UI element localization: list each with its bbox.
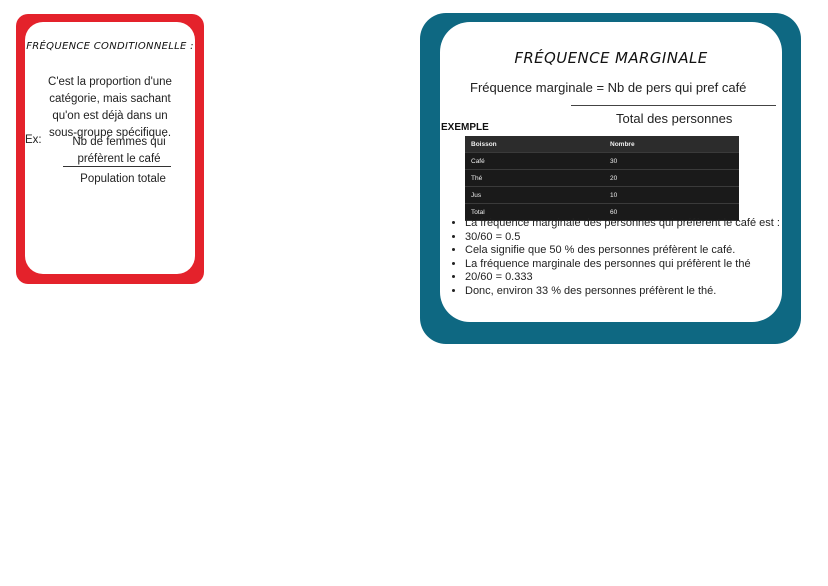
table-row <box>465 170 739 187</box>
table-cell: 60 <box>604 204 739 221</box>
list-item: • La fréquence marginale des personnes qui préfèrent le thé <box>465 258 795 272</box>
list-item: • Donc, environ 33 % des personnes préfèrent le thé. <box>465 285 795 299</box>
table-header-row <box>465 136 739 153</box>
explanation-list <box>447 217 795 298</box>
formula-denominator: Total des personnes <box>616 111 733 126</box>
list-item: • Cela signifie que 50 % des personnes préfèrent le café. <box>465 244 795 258</box>
conditional-numerator: Nb de femmes qui préfèrent le café <box>72 136 166 165</box>
fraction-bar <box>63 166 171 167</box>
table-cell: Total <box>465 204 604 221</box>
table-cell: 20 <box>604 170 739 187</box>
list-item: • 20/60 = 0.333 <box>465 271 795 285</box>
column-header-boisson: Boisson <box>465 136 604 153</box>
marginal-card-title: FRÉQUENCE MARGINALE <box>514 49 708 67</box>
column-header-nombre: Nombre <box>604 136 739 153</box>
drink-table <box>465 136 739 221</box>
table-cell: Thé <box>465 170 604 187</box>
formula-fraction-bar <box>571 105 776 106</box>
conditional-card-title: FRÉQUENCE CONDITIONNELLE : <box>26 41 194 52</box>
conditional-card-description: C'est la proportion d'une catégorie, mais sachant qu'on est déjà dans un sous-groupe spécifique. <box>48 76 172 139</box>
conditional-denominator: Population totale <box>80 173 166 185</box>
example-label: EXEMPLE <box>441 122 489 133</box>
table-cell: 10 <box>604 187 739 204</box>
table-row <box>465 153 739 170</box>
table-cell: Café <box>465 153 604 170</box>
formula-numerator: Fréquence marginale = Nb de pers qui pref café <box>470 80 747 95</box>
conditional-example-label: Ex: <box>25 134 42 146</box>
table-cell: 30 <box>604 153 739 170</box>
list-item: • 30/60 = 0.5 <box>465 231 795 245</box>
table-row <box>465 187 739 204</box>
list-item: • La fréquence marginale des personnes qui préfèrent le café est : <box>465 217 795 231</box>
table-cell: Jus <box>465 187 604 204</box>
